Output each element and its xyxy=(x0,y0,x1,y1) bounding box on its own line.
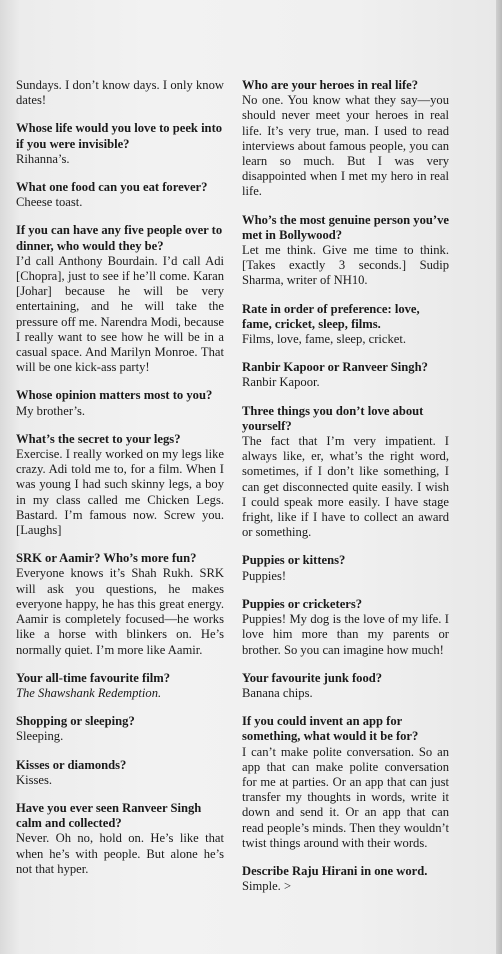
question: What one food can you eat forever? xyxy=(16,180,208,195)
question: Puppies or cricketers? xyxy=(242,596,363,611)
qa-item xyxy=(16,714,224,744)
answer: Let me think. Give me time to think. [Takes exactly 3 seconds.] Sudip Sharma, writer of NH10. xyxy=(242,243,449,288)
question: What’s the secret to your legs? xyxy=(16,431,181,446)
answer: Exercise. I really worked on my legs like crazy. Adi told me to, for a film. When I was young I had such skinny legs, a boy in my class called me Chicken Legs. Bastard. I’m famous now. Screw you. [Laughs] xyxy=(16,447,224,538)
qa-item xyxy=(16,223,224,375)
qa-item xyxy=(16,551,224,657)
question: Your all-time favourite film? xyxy=(16,670,171,685)
answer xyxy=(16,686,224,701)
question: Kisses or diamonds? xyxy=(16,757,127,772)
left-column xyxy=(16,78,224,890)
question: Describe Raju Hirani in one word. xyxy=(242,863,428,878)
answer: Rihanna’s. xyxy=(16,151,70,166)
question: Whose opinion matters most to you? xyxy=(16,388,213,403)
qa-item xyxy=(242,864,449,894)
qa-item xyxy=(242,404,449,541)
answer: My brother’s. xyxy=(16,403,86,418)
answer: Never. Oh no, hold on. He’s like that when he’s with people. But alone he’s not that hyper. xyxy=(16,831,224,876)
qa-item xyxy=(16,671,224,701)
qa-item xyxy=(16,180,224,210)
qa-item xyxy=(242,78,449,200)
qa-item xyxy=(242,714,449,851)
question: Your favourite junk food? xyxy=(242,670,383,685)
qa-item xyxy=(242,671,449,701)
qa-item xyxy=(16,801,224,877)
answer: Cheese toast. xyxy=(16,195,83,210)
question: Shopping or sleeping? xyxy=(16,714,135,729)
answer: No one. You know what they say—you should never meet your heroes in real life. It’s very true, man. I used to read interviews about famous people, you can learn so much. But I was very disappointed when I met my hero in real life. xyxy=(242,93,449,199)
question: If you could invent an app for something, what would it be for? xyxy=(242,714,419,744)
question: Three things you don’t love about yourself? xyxy=(242,403,424,433)
answer: Banana chips. xyxy=(242,685,313,700)
answer: Everyone knows it’s Shah Rukh. SRK will ask you questions, he makes everyone happy, he has this great energy. Aamir is completely focused—he works like a horse with blinkers on. He’s normally quiet. I’m more like Aamir. xyxy=(16,566,224,657)
answer: Simple. > xyxy=(242,879,292,894)
question: Whose life would you love to peek into if you were invisible? xyxy=(16,121,223,151)
page-edge xyxy=(496,0,502,954)
film-title: The Shawshank Redemption. xyxy=(16,685,162,700)
question: Rate in order of preference: love, fame, cricket, sleep, films. xyxy=(242,301,420,331)
answer: Puppies! My dog is the love of my life. I love him more than my parents or brother. So you can imagine how much! xyxy=(242,612,449,657)
answer: Kisses. xyxy=(16,772,53,787)
qa-item xyxy=(16,432,224,538)
qa-item xyxy=(242,597,449,658)
question: Who are your heroes in real life? xyxy=(242,78,419,92)
qa-item xyxy=(242,302,449,348)
question: Who’s the most genuine person you’ve met in Bollywood? xyxy=(242,212,449,242)
qa-item xyxy=(16,758,224,788)
right-column xyxy=(242,78,449,907)
question: Ranbir Kapoor or Ranveer Singh? xyxy=(242,360,428,375)
answer: The fact that I’m very impatient. I always like, er, what’s the right word, sometimes, if I don’t like something, I can get disconnected quite easily. I wish I could speak more easily. I have stage fright, like if I have to collect an award or something. xyxy=(242,434,449,540)
qa-item xyxy=(242,213,449,289)
answer: Ranbir Kapoor. xyxy=(242,375,320,390)
qa-item xyxy=(16,121,224,167)
answer: Films, love, fame, sleep, cricket. xyxy=(242,332,407,347)
question: SRK or Aamir? Who’s more fun? xyxy=(16,551,197,566)
answer: Sundays. I don’t know days. I only know dates! xyxy=(16,78,224,108)
answer: I can’t make polite conversation. So an app that can make polite conversation for me at parties. Or an app that can just transfer my thoughts in words, write it down and send it. Or an app that can read people’s minds. Then they wouldn’t twist things around with their words. xyxy=(242,744,449,850)
answer: Sleeping. xyxy=(16,729,64,744)
qa-item xyxy=(242,553,449,583)
qa-item xyxy=(16,388,224,418)
answer: Puppies! xyxy=(242,568,287,583)
answer: I’d call Anthony Bourdain. I’d call Adi [Chopra], just to see if he’ll come. Karan [Johar] because he will be very entertaining, and he will take the pressure off me. Narendra Modi, because I really want to see how he will be in a casual space. And Marilyn Monroe. That will be one kick-ass party! xyxy=(16,253,224,375)
question: If you can have any five people over to dinner, who would they be? xyxy=(16,223,223,253)
qa-item xyxy=(242,360,449,390)
question: Have you ever seen Ranveer Singh calm and collected? xyxy=(16,800,202,831)
question: Puppies or kittens? xyxy=(242,553,346,568)
qa-item xyxy=(16,78,224,108)
